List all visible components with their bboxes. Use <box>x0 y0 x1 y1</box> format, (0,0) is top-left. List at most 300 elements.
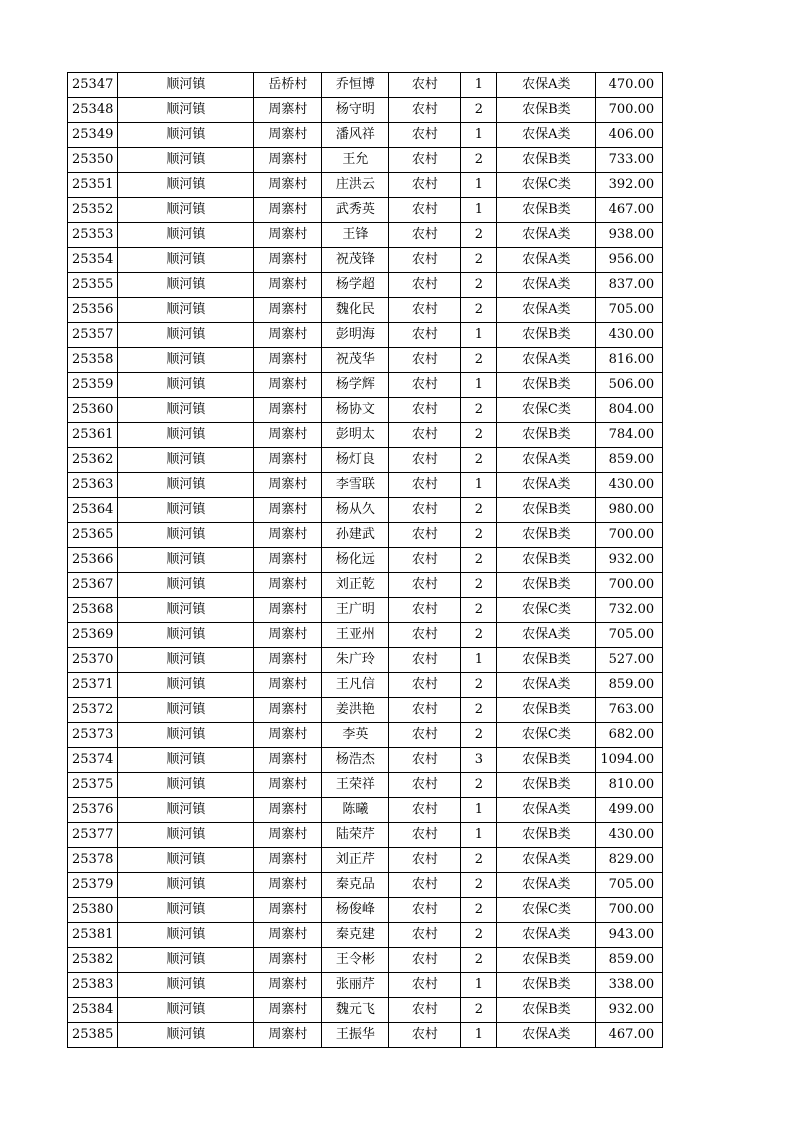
cell-count: 1 <box>461 648 497 673</box>
cell-type: 农村 <box>389 248 461 273</box>
cell-amount: 763.00 <box>596 698 663 723</box>
cell-amount: 938.00 <box>596 223 663 248</box>
cell-type: 农村 <box>389 973 461 998</box>
cell-id: 25363 <box>68 473 118 498</box>
cell-amount: 732.00 <box>596 598 663 623</box>
cell-town: 顺河镇 <box>118 623 254 648</box>
cell-category: 农保C类 <box>497 598 596 623</box>
cell-type: 农村 <box>389 423 461 448</box>
cell-town: 顺河镇 <box>118 498 254 523</box>
cell-category: 农保A类 <box>497 223 596 248</box>
cell-name: 杨从久 <box>322 498 389 523</box>
cell-name: 王亚州 <box>322 623 389 648</box>
cell-category: 农保A类 <box>497 348 596 373</box>
cell-type: 农村 <box>389 498 461 523</box>
cell-count: 2 <box>461 598 497 623</box>
table-row <box>68 273 663 298</box>
cell-amount: 467.00 <box>596 198 663 223</box>
cell-amount: 430.00 <box>596 823 663 848</box>
cell-name: 杨学超 <box>322 273 389 298</box>
cell-category: 农保A类 <box>497 923 596 948</box>
cell-amount: 956.00 <box>596 248 663 273</box>
cell-town: 顺河镇 <box>118 73 254 98</box>
cell-id: 25383 <box>68 973 118 998</box>
cell-category: 农保A类 <box>497 73 596 98</box>
cell-town: 顺河镇 <box>118 1023 254 1048</box>
cell-type: 农村 <box>389 723 461 748</box>
cell-id: 25358 <box>68 348 118 373</box>
cell-type: 农村 <box>389 848 461 873</box>
cell-id: 25368 <box>68 598 118 623</box>
cell-type: 农村 <box>389 1023 461 1048</box>
cell-id: 25356 <box>68 298 118 323</box>
cell-id: 25378 <box>68 848 118 873</box>
cell-town: 顺河镇 <box>118 548 254 573</box>
table-row <box>68 323 663 348</box>
cell-name: 张丽芹 <box>322 973 389 998</box>
cell-id: 25364 <box>68 498 118 523</box>
cell-count: 2 <box>461 398 497 423</box>
cell-type: 农村 <box>389 798 461 823</box>
cell-count: 2 <box>461 573 497 598</box>
table-row <box>68 873 663 898</box>
cell-category: 农保A类 <box>497 248 596 273</box>
cell-type: 农村 <box>389 823 461 848</box>
cell-amount: 700.00 <box>596 898 663 923</box>
cell-id: 25374 <box>68 748 118 773</box>
cell-type: 农村 <box>389 873 461 898</box>
cell-name: 彭明海 <box>322 323 389 348</box>
cell-village: 周寨村 <box>254 273 322 298</box>
cell-town: 顺河镇 <box>118 748 254 773</box>
cell-town: 顺河镇 <box>118 448 254 473</box>
cell-amount: 338.00 <box>596 973 663 998</box>
cell-town: 顺河镇 <box>118 198 254 223</box>
cell-count: 2 <box>461 998 497 1023</box>
cell-village: 周寨村 <box>254 148 322 173</box>
cell-name: 魏化民 <box>322 298 389 323</box>
cell-count: 3 <box>461 748 497 773</box>
cell-count: 1 <box>461 73 497 98</box>
cell-id: 25381 <box>68 923 118 948</box>
cell-id: 25357 <box>68 323 118 348</box>
cell-name: 李雪联 <box>322 473 389 498</box>
cell-village: 周寨村 <box>254 598 322 623</box>
cell-category: 农保B类 <box>497 323 596 348</box>
cell-count: 2 <box>461 948 497 973</box>
cell-town: 顺河镇 <box>118 948 254 973</box>
cell-count: 1 <box>461 973 497 998</box>
cell-type: 农村 <box>389 323 461 348</box>
cell-category: 农保A类 <box>497 873 596 898</box>
table-row <box>68 423 663 448</box>
cell-count: 2 <box>461 773 497 798</box>
cell-count: 2 <box>461 148 497 173</box>
cell-category: 农保A类 <box>497 623 596 648</box>
cell-id: 25385 <box>68 1023 118 1048</box>
cell-id: 25351 <box>68 173 118 198</box>
cell-count: 1 <box>461 123 497 148</box>
cell-amount: 1094.00 <box>596 748 663 773</box>
cell-category: 农保B类 <box>497 98 596 123</box>
cell-name: 杨协文 <box>322 398 389 423</box>
cell-id: 25375 <box>68 773 118 798</box>
cell-name: 王荣祥 <box>322 773 389 798</box>
cell-category: 农保A类 <box>497 123 596 148</box>
table-row <box>68 98 663 123</box>
cell-type: 农村 <box>389 998 461 1023</box>
cell-village: 周寨村 <box>254 573 322 598</box>
cell-count: 2 <box>461 898 497 923</box>
cell-town: 顺河镇 <box>118 723 254 748</box>
cell-village: 周寨村 <box>254 98 322 123</box>
cell-village: 周寨村 <box>254 1023 322 1048</box>
cell-amount: 406.00 <box>596 123 663 148</box>
cell-id: 25382 <box>68 948 118 973</box>
cell-count: 2 <box>461 298 497 323</box>
cell-category: 农保B类 <box>497 823 596 848</box>
cell-name: 秦克品 <box>322 873 389 898</box>
cell-town: 顺河镇 <box>118 898 254 923</box>
cell-count: 2 <box>461 848 497 873</box>
cell-village: 周寨村 <box>254 873 322 898</box>
cell-count: 2 <box>461 273 497 298</box>
cell-count: 2 <box>461 223 497 248</box>
cell-category: 农保A类 <box>497 1023 596 1048</box>
cell-name: 魏元飞 <box>322 998 389 1023</box>
cell-type: 农村 <box>389 523 461 548</box>
cell-town: 顺河镇 <box>118 773 254 798</box>
table-row <box>68 123 663 148</box>
cell-village: 周寨村 <box>254 948 322 973</box>
cell-town: 顺河镇 <box>118 248 254 273</box>
cell-category: 农保C类 <box>497 898 596 923</box>
cell-type: 农村 <box>389 473 461 498</box>
table-row <box>68 473 663 498</box>
cell-amount: 705.00 <box>596 873 663 898</box>
cell-type: 农村 <box>389 373 461 398</box>
cell-category: 农保A类 <box>497 673 596 698</box>
cell-name: 王锋 <box>322 223 389 248</box>
cell-id: 25376 <box>68 798 118 823</box>
table-row <box>68 748 663 773</box>
cell-town: 顺河镇 <box>118 573 254 598</box>
cell-count: 2 <box>461 448 497 473</box>
cell-village: 周寨村 <box>254 648 322 673</box>
cell-village: 周寨村 <box>254 923 322 948</box>
table-row <box>68 248 663 273</box>
cell-town: 顺河镇 <box>118 98 254 123</box>
table-row <box>68 398 663 423</box>
cell-name: 陈曦 <box>322 798 389 823</box>
cell-id: 25380 <box>68 898 118 923</box>
table-row <box>68 498 663 523</box>
cell-amount: 700.00 <box>596 523 663 548</box>
cell-id: 25355 <box>68 273 118 298</box>
cell-type: 农村 <box>389 98 461 123</box>
cell-category: 农保A类 <box>497 848 596 873</box>
table-row <box>68 923 663 948</box>
cell-category: 农保A类 <box>497 473 596 498</box>
cell-amount: 816.00 <box>596 348 663 373</box>
cell-town: 顺河镇 <box>118 273 254 298</box>
cell-id: 25379 <box>68 873 118 898</box>
cell-name: 王令彬 <box>322 948 389 973</box>
cell-type: 农村 <box>389 548 461 573</box>
cell-count: 2 <box>461 873 497 898</box>
cell-village: 周寨村 <box>254 348 322 373</box>
cell-village: 周寨村 <box>254 223 322 248</box>
cell-town: 顺河镇 <box>118 348 254 373</box>
cell-type: 农村 <box>389 173 461 198</box>
cell-town: 顺河镇 <box>118 223 254 248</box>
table-row <box>68 673 663 698</box>
cell-id: 25361 <box>68 423 118 448</box>
cell-name: 庄洪云 <box>322 173 389 198</box>
cell-amount: 705.00 <box>596 298 663 323</box>
cell-name: 秦克建 <box>322 923 389 948</box>
cell-village: 周寨村 <box>254 248 322 273</box>
cell-village: 周寨村 <box>254 448 322 473</box>
cell-amount: 829.00 <box>596 848 663 873</box>
cell-count: 2 <box>461 673 497 698</box>
cell-type: 农村 <box>389 398 461 423</box>
cell-id: 25349 <box>68 123 118 148</box>
cell-category: 农保B类 <box>497 973 596 998</box>
table-row <box>68 298 663 323</box>
cell-type: 农村 <box>389 898 461 923</box>
table-row <box>68 348 663 373</box>
cell-amount: 943.00 <box>596 923 663 948</box>
cell-village: 周寨村 <box>254 548 322 573</box>
table-row <box>68 773 663 798</box>
cell-name: 杨浩杰 <box>322 748 389 773</box>
cell-village: 周寨村 <box>254 698 322 723</box>
cell-category: 农保B类 <box>497 948 596 973</box>
cell-type: 农村 <box>389 648 461 673</box>
cell-type: 农村 <box>389 673 461 698</box>
cell-name: 陆荣芹 <box>322 823 389 848</box>
cell-category: 农保B类 <box>497 548 596 573</box>
cell-amount: 804.00 <box>596 398 663 423</box>
cell-type: 农村 <box>389 73 461 98</box>
table-row <box>68 998 663 1023</box>
cell-id: 25362 <box>68 448 118 473</box>
cell-town: 顺河镇 <box>118 823 254 848</box>
cell-village: 周寨村 <box>254 998 322 1023</box>
cell-type: 农村 <box>389 623 461 648</box>
cell-village: 周寨村 <box>254 398 322 423</box>
cell-village: 周寨村 <box>254 823 322 848</box>
cell-amount: 859.00 <box>596 948 663 973</box>
cell-count: 1 <box>461 373 497 398</box>
cell-count: 2 <box>461 348 497 373</box>
cell-category: 农保A类 <box>497 298 596 323</box>
cell-town: 顺河镇 <box>118 173 254 198</box>
cell-count: 2 <box>461 248 497 273</box>
cell-type: 农村 <box>389 198 461 223</box>
cell-id: 25372 <box>68 698 118 723</box>
cell-type: 农村 <box>389 448 461 473</box>
cell-name: 杨灯良 <box>322 448 389 473</box>
cell-amount: 859.00 <box>596 448 663 473</box>
table-row <box>68 198 663 223</box>
cell-type: 农村 <box>389 148 461 173</box>
cell-type: 农村 <box>389 123 461 148</box>
table-row <box>68 948 663 973</box>
cell-name: 杨俊峰 <box>322 898 389 923</box>
cell-amount: 980.00 <box>596 498 663 523</box>
cell-town: 顺河镇 <box>118 123 254 148</box>
cell-id: 25366 <box>68 548 118 573</box>
cell-name: 李英 <box>322 723 389 748</box>
cell-count: 2 <box>461 923 497 948</box>
cell-id: 25347 <box>68 73 118 98</box>
cell-id: 25365 <box>68 523 118 548</box>
cell-village: 周寨村 <box>254 173 322 198</box>
cell-category: 农保C类 <box>497 173 596 198</box>
table-row <box>68 648 663 673</box>
table-row <box>68 523 663 548</box>
cell-village: 周寨村 <box>254 798 322 823</box>
cell-village: 周寨村 <box>254 523 322 548</box>
cell-town: 顺河镇 <box>118 298 254 323</box>
cell-name: 乔恒博 <box>322 73 389 98</box>
table-row <box>68 223 663 248</box>
cell-name: 祝茂华 <box>322 348 389 373</box>
cell-count: 2 <box>461 498 497 523</box>
cell-type: 农村 <box>389 573 461 598</box>
cell-amount: 467.00 <box>596 1023 663 1048</box>
cell-id: 25350 <box>68 148 118 173</box>
cell-category: 农保B类 <box>497 148 596 173</box>
cell-village: 周寨村 <box>254 373 322 398</box>
cell-town: 顺河镇 <box>118 698 254 723</box>
cell-name: 王允 <box>322 148 389 173</box>
cell-village: 周寨村 <box>254 673 322 698</box>
cell-name: 孙建武 <box>322 523 389 548</box>
cell-village: 周寨村 <box>254 123 322 148</box>
cell-type: 农村 <box>389 298 461 323</box>
table-row <box>68 173 663 198</box>
table-row <box>68 823 663 848</box>
cell-amount: 470.00 <box>596 73 663 98</box>
cell-village: 周寨村 <box>254 498 322 523</box>
cell-amount: 392.00 <box>596 173 663 198</box>
table-row <box>68 1023 663 1048</box>
cell-town: 顺河镇 <box>118 923 254 948</box>
cell-village: 周寨村 <box>254 298 322 323</box>
cell-id: 25377 <box>68 823 118 848</box>
cell-amount: 859.00 <box>596 673 663 698</box>
table-row <box>68 373 663 398</box>
cell-name: 刘正芹 <box>322 848 389 873</box>
cell-amount: 430.00 <box>596 473 663 498</box>
table-row <box>68 73 663 98</box>
cell-town: 顺河镇 <box>118 423 254 448</box>
cell-category: 农保B类 <box>497 423 596 448</box>
table-row <box>68 148 663 173</box>
cell-name: 潘风祥 <box>322 123 389 148</box>
cell-name: 王广明 <box>322 598 389 623</box>
cell-name: 王振华 <box>322 1023 389 1048</box>
table-row <box>68 548 663 573</box>
cell-type: 农村 <box>389 773 461 798</box>
cell-amount: 810.00 <box>596 773 663 798</box>
cell-village: 周寨村 <box>254 473 322 498</box>
cell-town: 顺河镇 <box>118 323 254 348</box>
cell-id: 25359 <box>68 373 118 398</box>
cell-type: 农村 <box>389 748 461 773</box>
cell-village: 周寨村 <box>254 748 322 773</box>
table-row <box>68 848 663 873</box>
cell-id: 25353 <box>68 223 118 248</box>
cell-amount: 932.00 <box>596 548 663 573</box>
cell-town: 顺河镇 <box>118 648 254 673</box>
cell-town: 顺河镇 <box>118 598 254 623</box>
cell-name: 武秀英 <box>322 198 389 223</box>
cell-count: 1 <box>461 173 497 198</box>
cell-town: 顺河镇 <box>118 798 254 823</box>
cell-town: 顺河镇 <box>118 398 254 423</box>
cell-type: 农村 <box>389 273 461 298</box>
cell-amount: 837.00 <box>596 273 663 298</box>
cell-village: 周寨村 <box>254 773 322 798</box>
cell-amount: 430.00 <box>596 323 663 348</box>
cell-count: 2 <box>461 548 497 573</box>
cell-village: 岳桥村 <box>254 73 322 98</box>
cell-category: 农保B类 <box>497 698 596 723</box>
cell-category: 农保B类 <box>497 773 596 798</box>
cell-count: 2 <box>461 423 497 448</box>
cell-id: 25370 <box>68 648 118 673</box>
cell-amount: 700.00 <box>596 573 663 598</box>
cell-count: 2 <box>461 723 497 748</box>
cell-town: 顺河镇 <box>118 373 254 398</box>
cell-id: 25373 <box>68 723 118 748</box>
cell-category: 农保C类 <box>497 398 596 423</box>
cell-category: 农保A类 <box>497 273 596 298</box>
cell-type: 农村 <box>389 598 461 623</box>
cell-name: 朱广玲 <box>322 648 389 673</box>
cell-id: 25384 <box>68 998 118 1023</box>
cell-town: 顺河镇 <box>118 848 254 873</box>
cell-category: 农保C类 <box>497 723 596 748</box>
cell-village: 周寨村 <box>254 623 322 648</box>
cell-village: 周寨村 <box>254 723 322 748</box>
cell-count: 1 <box>461 473 497 498</box>
cell-id: 25369 <box>68 623 118 648</box>
cell-count: 1 <box>461 798 497 823</box>
cell-village: 周寨村 <box>254 898 322 923</box>
cell-village: 周寨村 <box>254 423 322 448</box>
cell-category: 农保B类 <box>497 998 596 1023</box>
table-row <box>68 598 663 623</box>
cell-town: 顺河镇 <box>118 973 254 998</box>
cell-category: 农保B类 <box>497 523 596 548</box>
cell-count: 1 <box>461 1023 497 1048</box>
table-row <box>68 623 663 648</box>
cell-category: 农保B类 <box>497 373 596 398</box>
cell-amount: 527.00 <box>596 648 663 673</box>
cell-type: 农村 <box>389 698 461 723</box>
cell-count: 1 <box>461 823 497 848</box>
cell-name: 杨化远 <box>322 548 389 573</box>
table-row <box>68 573 663 598</box>
table-row <box>68 898 663 923</box>
cell-count: 1 <box>461 323 497 348</box>
cell-town: 顺河镇 <box>118 998 254 1023</box>
